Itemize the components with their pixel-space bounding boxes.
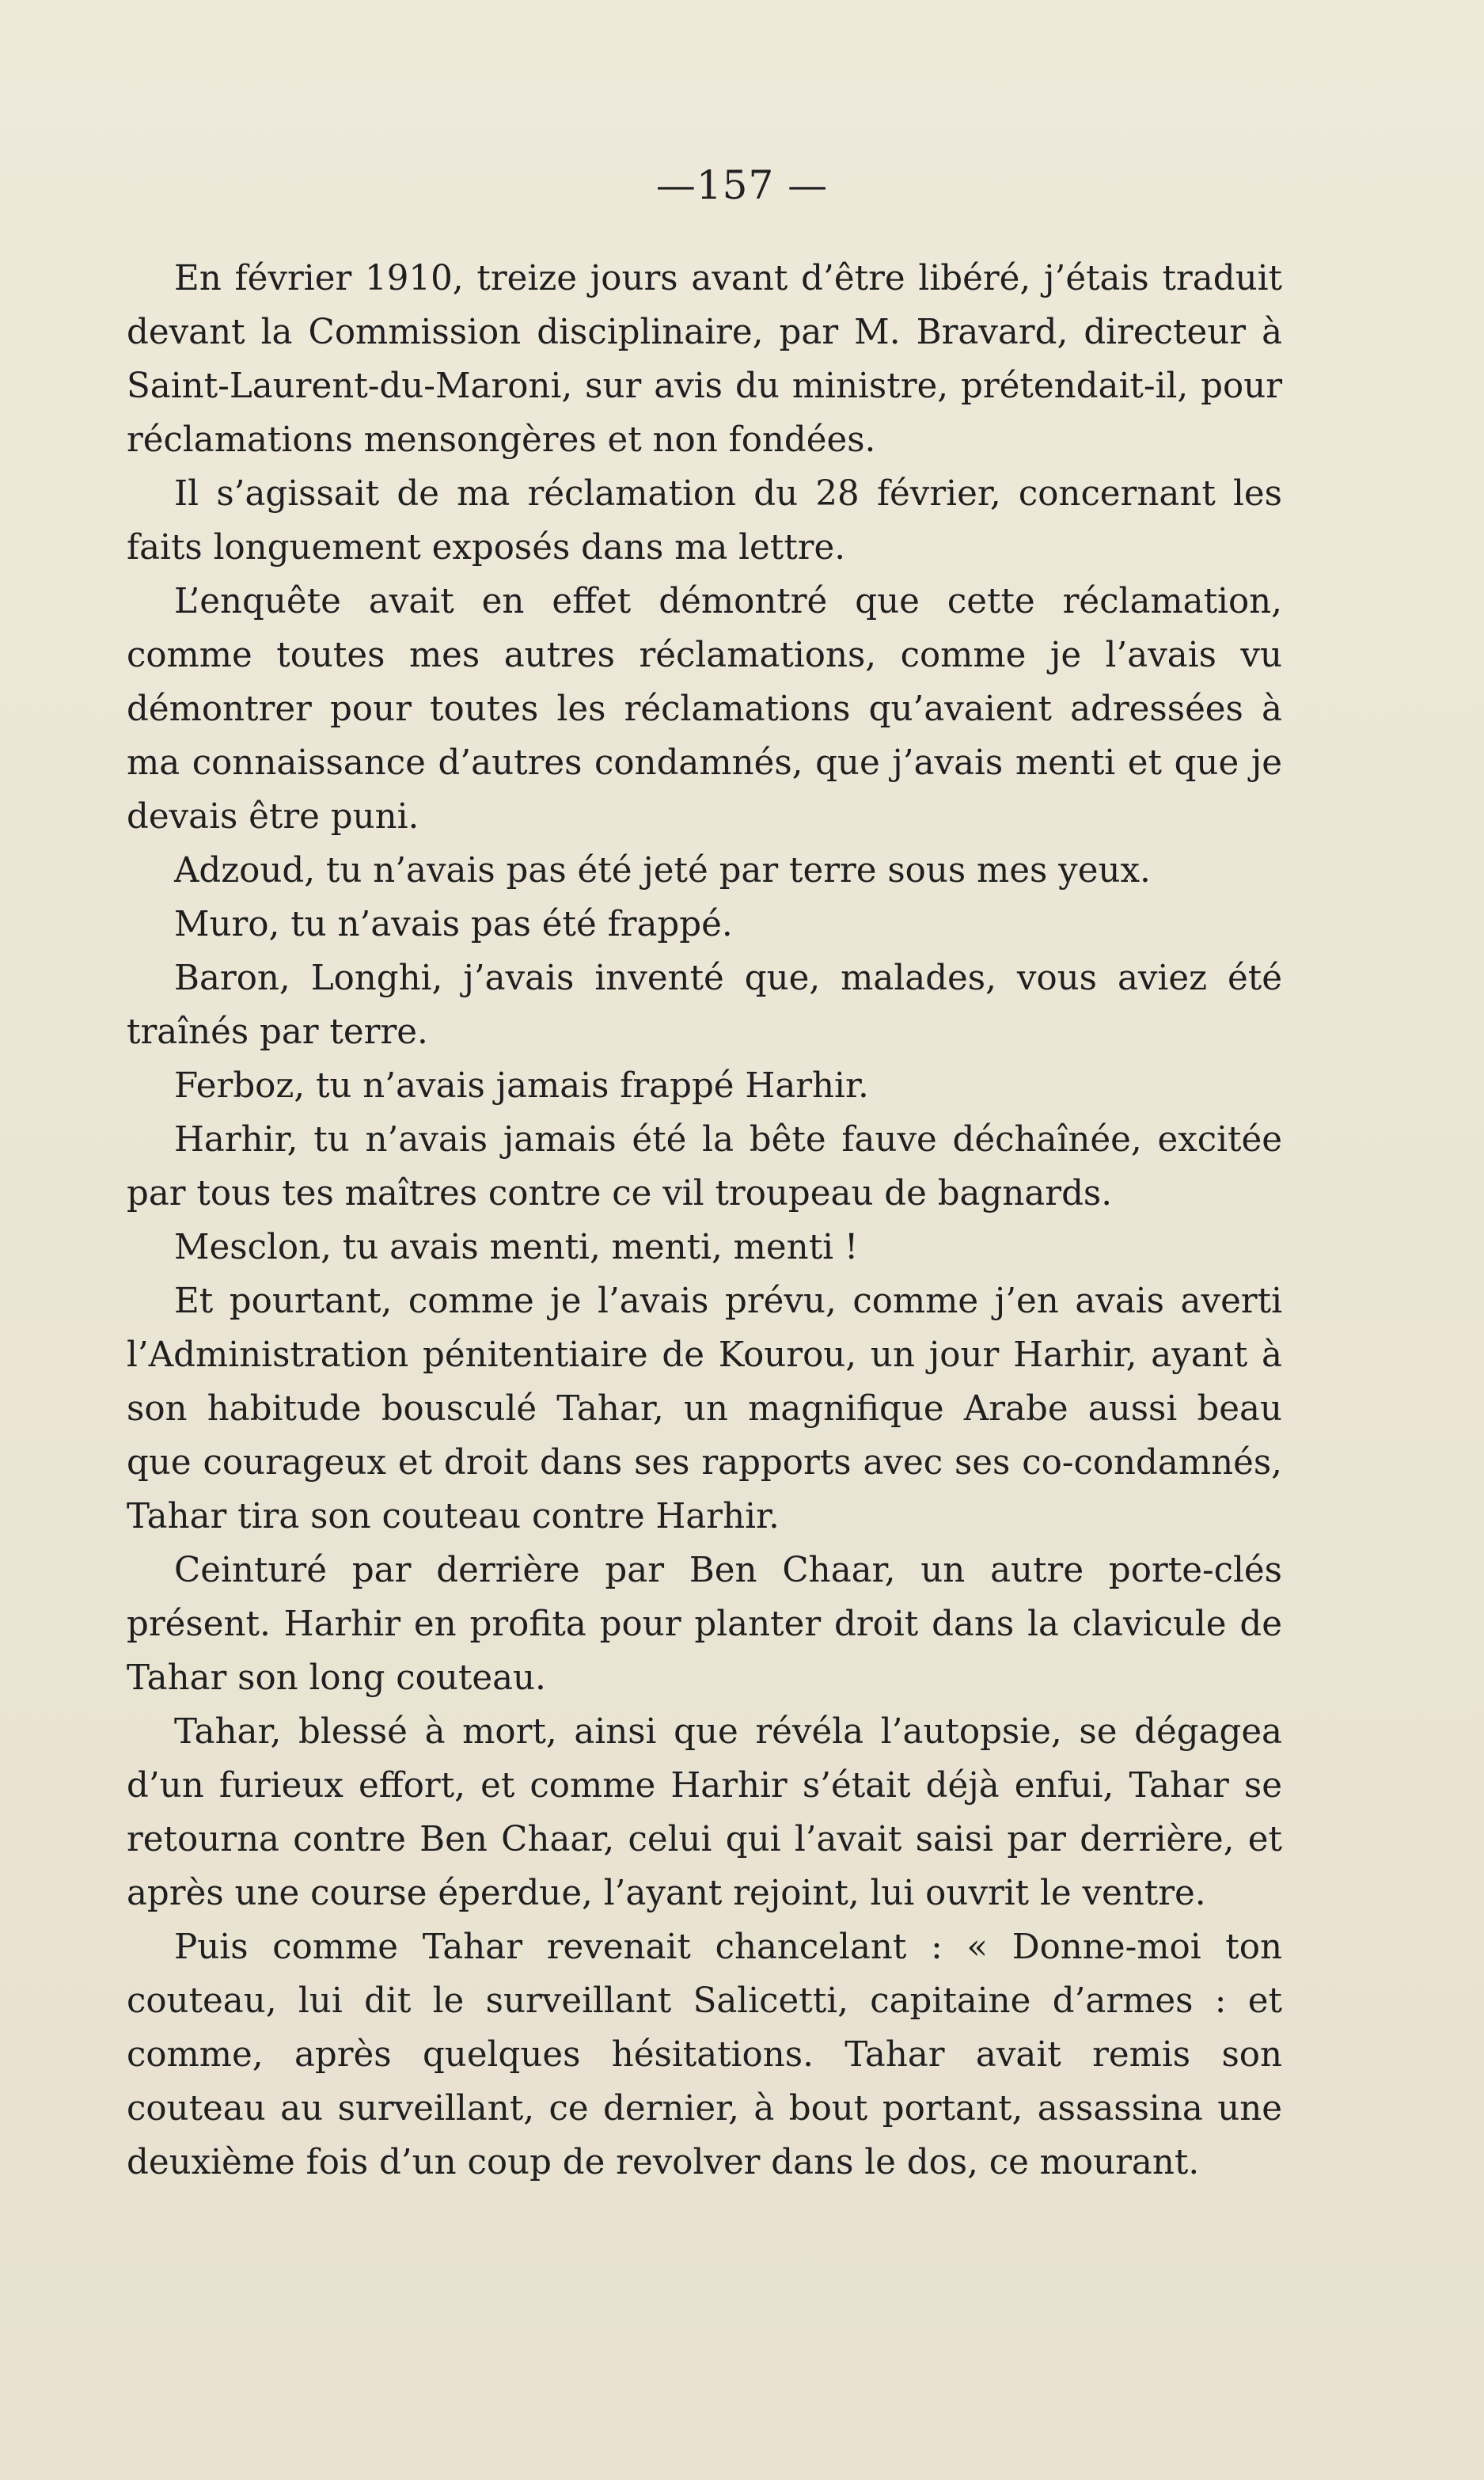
paragraph: Adzoud, tu n’avais pas été jeté par terre sous mes yeux. <box>174 851 1151 891</box>
paragraph: Harhir, tu n’avais jamais été la bête fauve déchaînée, excitée par tous tes maîtres contre ce vil troupeau de bagnards. <box>127 1120 1282 1213</box>
paragraph: Tahar, blessé à mort, ainsi que révéla l’autopsie, se dégagea d’un furieux effort, et comme Harhir s’était déjà enfui, Tahar se retourna contre Ben Chaar, celui qui l’avait saisi par derrière, et après une course éperdue, l’ayant rejoint, lui ouvrit le ventre. <box>127 1712 1282 1913</box>
paragraph: Ferboz, tu n’avais jamais frappé Harhir. <box>174 1066 869 1106</box>
paragraph: Il s’agissait de ma réclamation du 28 février, concernant les faits longuement exposés dans ma lettre. <box>127 474 1282 568</box>
paragraph: En février 1910, treize jours avant d’être libéré, j’étais traduit devant la Commission disciplinaire, par M. Bravard, directeur à Saint-Laurent-du-Maroni, sur avis du ministre, prétendait-il, pour réclamations mensongères et non fondées. <box>127 259 1282 460</box>
body-text <box>127 252 1282 2189</box>
paragraph: Muro, tu n’avais pas été frappé. <box>174 905 733 944</box>
paragraph: Mesclon, tu avais menti, menti, menti ! <box>174 1228 859 1267</box>
page-number: —157 — <box>655 162 829 208</box>
paragraph: Et pourtant, comme je l’avais prévu, comme j’en avais averti l’Administration pénitentiaire de Kourou, un jour Harhir, ayant à son habitude bousculé Tahar, un magnifique Arabe aussi beau que courageux et droit dans ses rapports avec ses co-condamnés, Tahar tira son couteau contre Harhir. <box>127 1282 1282 1536</box>
paragraph: Puis comme Tahar revenait chancelant : « Donne-moi ton couteau, lui dit le surveillant Salicetti, capitaine d’armes : et comme, après quelques hésitations. Tahar avait remis son couteau au surveillant, ce dernier, à bout portant, assassina une deuxième fois d’un coup de revolver dans le dos, ce mourant. <box>127 1927 1282 2182</box>
paragraph: Ceinturé par derrière par Ben Chaar, un autre porte-clés présent. Harhir en profita pour planter droit dans la clavicule de Tahar son long couteau. <box>127 1551 1282 1698</box>
paragraph: L’enquête avait en effet démontré que cette réclamation, comme toutes mes autres réclamations, comme je l’avais vu démontrer pour toutes les réclamations qu’avaient adressées à ma connaissance d’autres condamnés, que j’avais menti et que je devais être puni. <box>127 582 1282 837</box>
paragraph: Baron, Longhi, j’avais inventé que, malades, vous aviez été traînés par terre. <box>127 959 1282 1052</box>
